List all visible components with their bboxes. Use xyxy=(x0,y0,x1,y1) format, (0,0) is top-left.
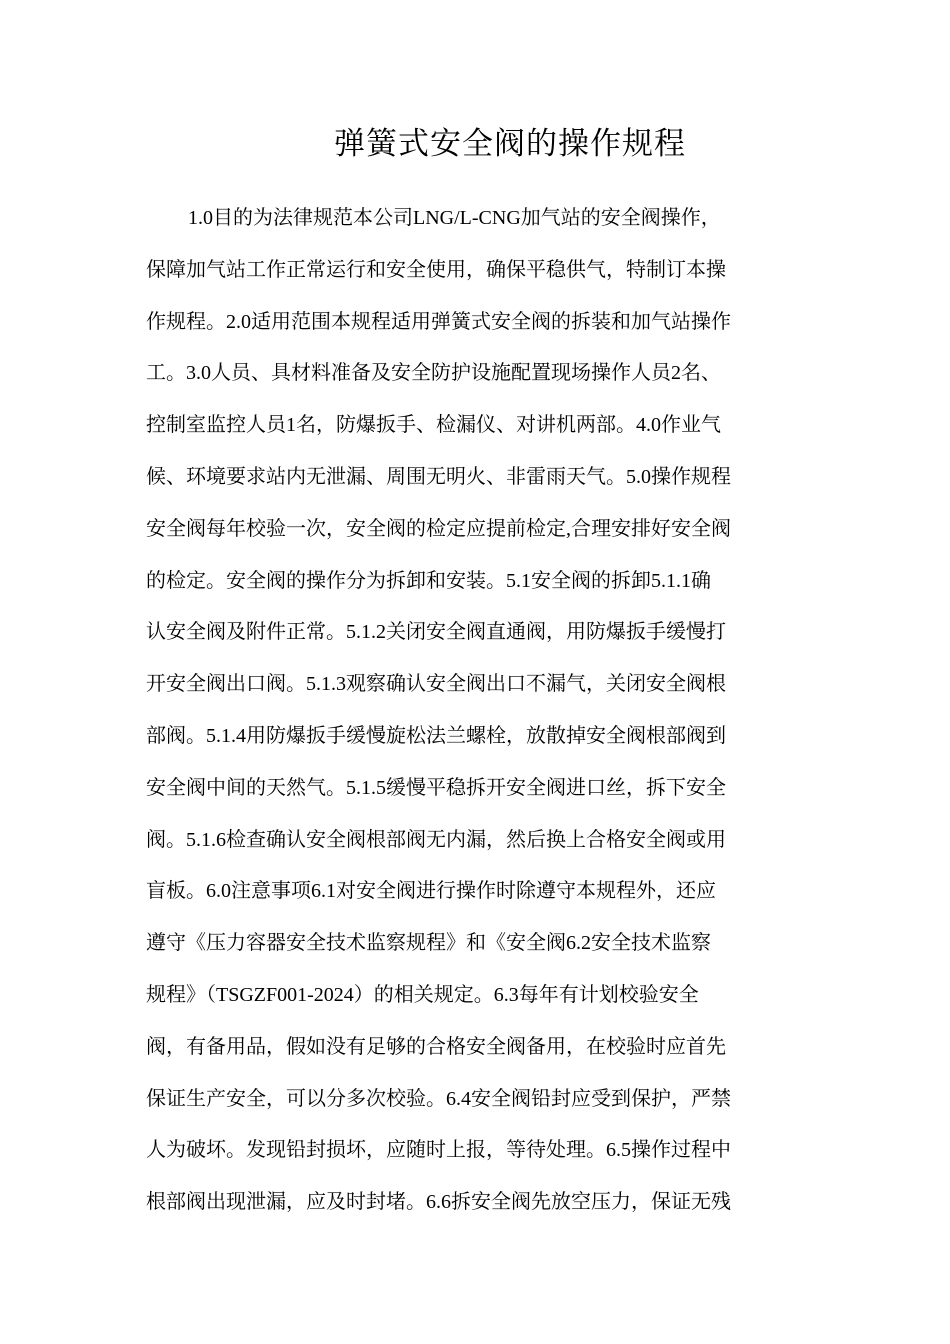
paragraph-line: 安全阀中间的天然气。5.1.5缓慢平稳拆开安全阀进口丝，拆下安全 xyxy=(146,776,726,799)
paragraph-line: 阀，有备用品，假如没有足够的合格安全阀备用，在校验时应首先 xyxy=(146,1035,726,1058)
paragraph-line: 的检定。安全阀的操作分为拆卸和安装。5.1安全阀的拆卸5.1.1确 xyxy=(146,569,711,592)
document-title: 弹簧式安全阀的操作规程 xyxy=(334,126,686,162)
paragraph-line: 工。3.0人员、具材料准备及安全防护设施配置现场操作人员2名、 xyxy=(146,362,721,385)
paragraph-line: 安全阀每年校验一次，安全阀的检定应提前检定,合理安排好安全阀 xyxy=(146,517,731,540)
paragraph-line: 候、环境要求站内无泄漏、周围无明火、非雷雨天气。5.0操作规程 xyxy=(146,465,731,488)
paragraph-line: 保证生产安全，可以分多次校验。6.4安全阀铅封应受到保护，严禁 xyxy=(146,1087,731,1110)
paragraph-line: 部阀。5.1.4用防爆扳手缓慢旋松法兰螺栓，放散掉安全阀根部阀到 xyxy=(146,724,726,747)
paragraph-line: 控制室监控人员1名，防爆扳手、检漏仪、对讲机两部。4.0作业气 xyxy=(146,414,721,437)
paragraph-line: 保障加气站工作正常运行和安全使用，确保平稳供气，特制订本操 xyxy=(146,258,726,281)
document-body xyxy=(146,193,816,1229)
paragraph-line: 作规程。2.0适用范围本规程适用弹簧式安全阀的拆装和加气站操作 xyxy=(146,310,731,333)
paragraph-line: 根部阀出现泄漏，应及时封堵。6.6拆安全阀先放空压力，保证无残 xyxy=(146,1191,731,1214)
paragraph-line: 人为破坏。发现铅封损坏，应随时上报，等待处理。6.5操作过程中 xyxy=(146,1139,731,1162)
paragraph-line: 遵守《压力容器安全技术监察规程》和《安全阀6.2安全技术监察 xyxy=(146,932,711,955)
paragraph-line: 开安全阀出口阀。5.1.3观察确认安全阀出口不漏气，关闭安全阀根 xyxy=(146,673,726,696)
paragraph-line: 阀。5.1.6检查确认安全阀根部阀无内漏，然后换上合格安全阀或用 xyxy=(146,828,726,851)
paragraph-line: 1.0目的为法律规范本公司LNG/L-CNG加气站的安全阀操作， xyxy=(188,207,721,229)
paragraph-line: 规程》（TSGZF001-2024）的相关规定。6.3每年有计划校验安全 xyxy=(146,983,699,1006)
paragraph-line: 盲板。6.0注意事项6.1对安全阀进行操作时除遵守本规程外，还应 xyxy=(146,880,716,903)
paragraph-line: 认安全阀及附件正常。5.1.2关闭安全阀直通阀，用防爆扳手缓慢打 xyxy=(146,621,726,644)
